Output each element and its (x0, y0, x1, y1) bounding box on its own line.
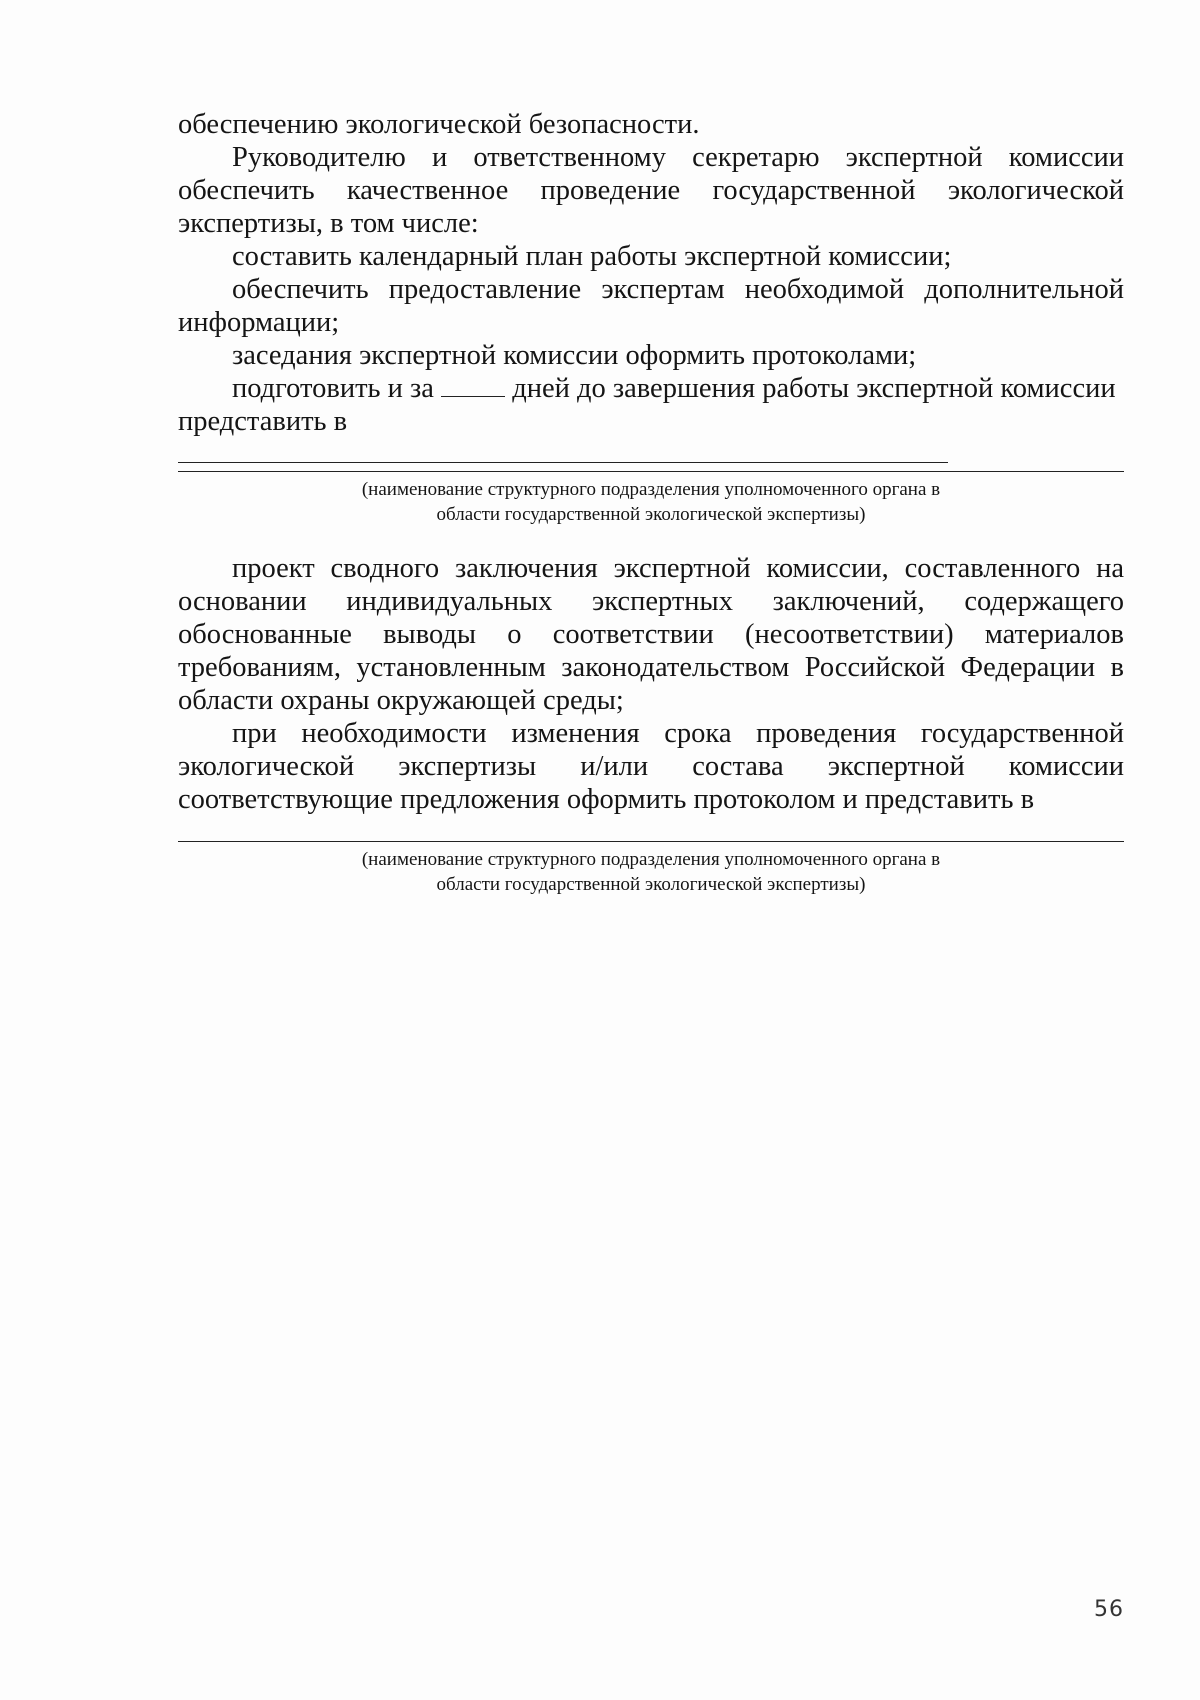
caption-2-line-1: (наименование структурного подразделения уполномоченного органа в (361, 849, 941, 870)
paragraph-draft-conclusion: проект сводного заключения экспертной комиссии, составленного на основании индивидуальных экспертных заключений, содержащего обоснованные выводы о соответствии (несоответствии) материалов требованиям, установленным законодательством Российской Федерации в области охраны окружающей среды; (178, 553, 1124, 716)
paragraph-information: обеспечить предоставление экспертам необходимой дополнительной информации; (178, 274, 1124, 338)
page-number: 56 (1094, 1597, 1124, 1622)
paragraph-continuation: обеспечению экологической безопасности. (178, 109, 700, 140)
days-text-after: дней до завершения работы экспертной комиссии (512, 373, 1116, 404)
paragraph-days (178, 372, 1124, 405)
paragraph-protocols: заседания экспертной комиссии оформить протоколами; (232, 340, 917, 371)
text-block-1 (178, 108, 1124, 471)
days-text-before: подготовить и за (232, 373, 434, 404)
caption-2-line-2: области государственной экологической экспертизы) (436, 874, 866, 895)
paragraph-duties: Руководителю и ответственному секретарю экспертной комиссии обеспечить качественное проведение государственной экологической экспертизы, в том числе: (178, 142, 1124, 239)
submit-blank-field (178, 440, 948, 463)
fill-in-line-2 (178, 841, 1124, 842)
paragraph-calendar-plan: составить календарный план работы экспертной комиссии; (232, 241, 952, 272)
caption-2 (178, 847, 1124, 897)
fill-in-line-1 (178, 471, 1124, 472)
caption-1-line-2: области государственной экологической экспертизы) (436, 504, 866, 525)
paragraph-submit (178, 405, 1124, 471)
caption-1 (178, 477, 1124, 527)
submit-text: представить в (178, 406, 348, 437)
days-blank-field (441, 374, 505, 397)
text-block-2 (178, 552, 1124, 816)
caption-1-line-1: (наименование структурного подразделения уполномоченного органа в (361, 479, 941, 500)
paragraph-term-change: при необходимости изменения срока проведения государственной экологической экспертизы и/или состава экспертной комиссии соответствующие предложения оформить протоколом и представить в (178, 718, 1124, 815)
